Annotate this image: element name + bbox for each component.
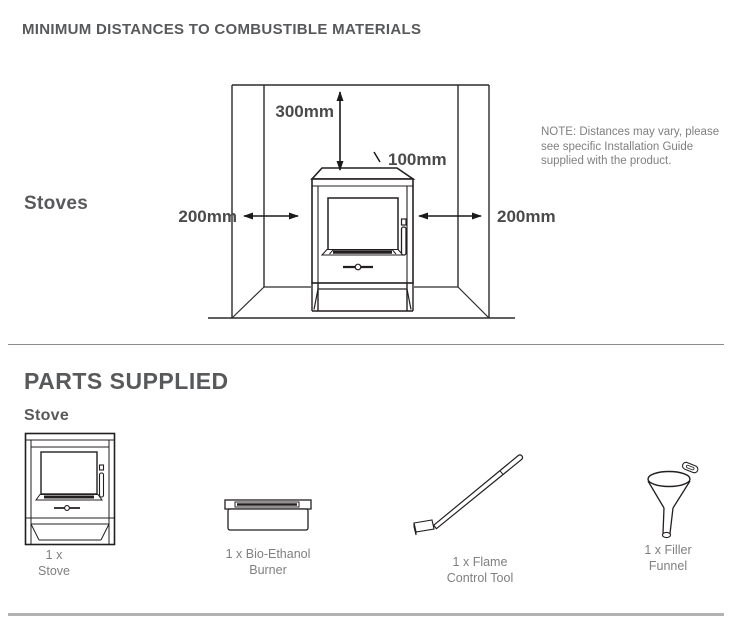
distance-note: NOTE: Distances may vary, please see specific Installation Guide supplied with the product. xyxy=(541,126,720,167)
bottom-divider xyxy=(8,613,724,616)
parts-supplied-heading: PARTS SUPPLIED xyxy=(24,368,229,394)
part-name: Stove xyxy=(38,564,70,578)
part-name: Control Tool xyxy=(446,571,514,585)
flame-tool-illustration xyxy=(410,445,530,545)
part-name: Funnel xyxy=(648,559,688,573)
part-quantity: 1 x Filler xyxy=(644,543,692,557)
left-clearance-label: 200mm xyxy=(178,207,237,226)
funnel-illustration xyxy=(636,460,700,544)
parts-supplied-subheading: Stove xyxy=(24,407,70,424)
clearance-diagram xyxy=(165,78,565,328)
right-clearance-label: 200mm xyxy=(497,207,556,226)
part-label-flame-tool xyxy=(415,554,545,586)
top-clearance-label: 300mm xyxy=(275,102,334,121)
flue-clearance-label: 100mm xyxy=(388,150,447,169)
page-title: MINIMUM DISTANCES TO COMBUSTIBLE MATERIALS xyxy=(22,21,422,38)
burner-illustration xyxy=(222,497,314,537)
part-quantity: 1 x Flame xyxy=(452,555,508,569)
stove-illustration xyxy=(312,168,413,311)
part-name: Burner xyxy=(249,563,287,577)
part-label-burner xyxy=(200,546,336,578)
part-label-funnel xyxy=(630,542,706,574)
stoves-row-label: Stoves xyxy=(24,193,89,214)
part-quantity: 1 x xyxy=(45,548,63,562)
flue-clearance-pointer xyxy=(374,152,380,162)
part-label-stove xyxy=(16,547,92,579)
stove-front-illustration xyxy=(24,432,116,546)
section-divider xyxy=(8,344,724,345)
part-quantity: 1 x Bio-Ethanol xyxy=(225,547,311,561)
